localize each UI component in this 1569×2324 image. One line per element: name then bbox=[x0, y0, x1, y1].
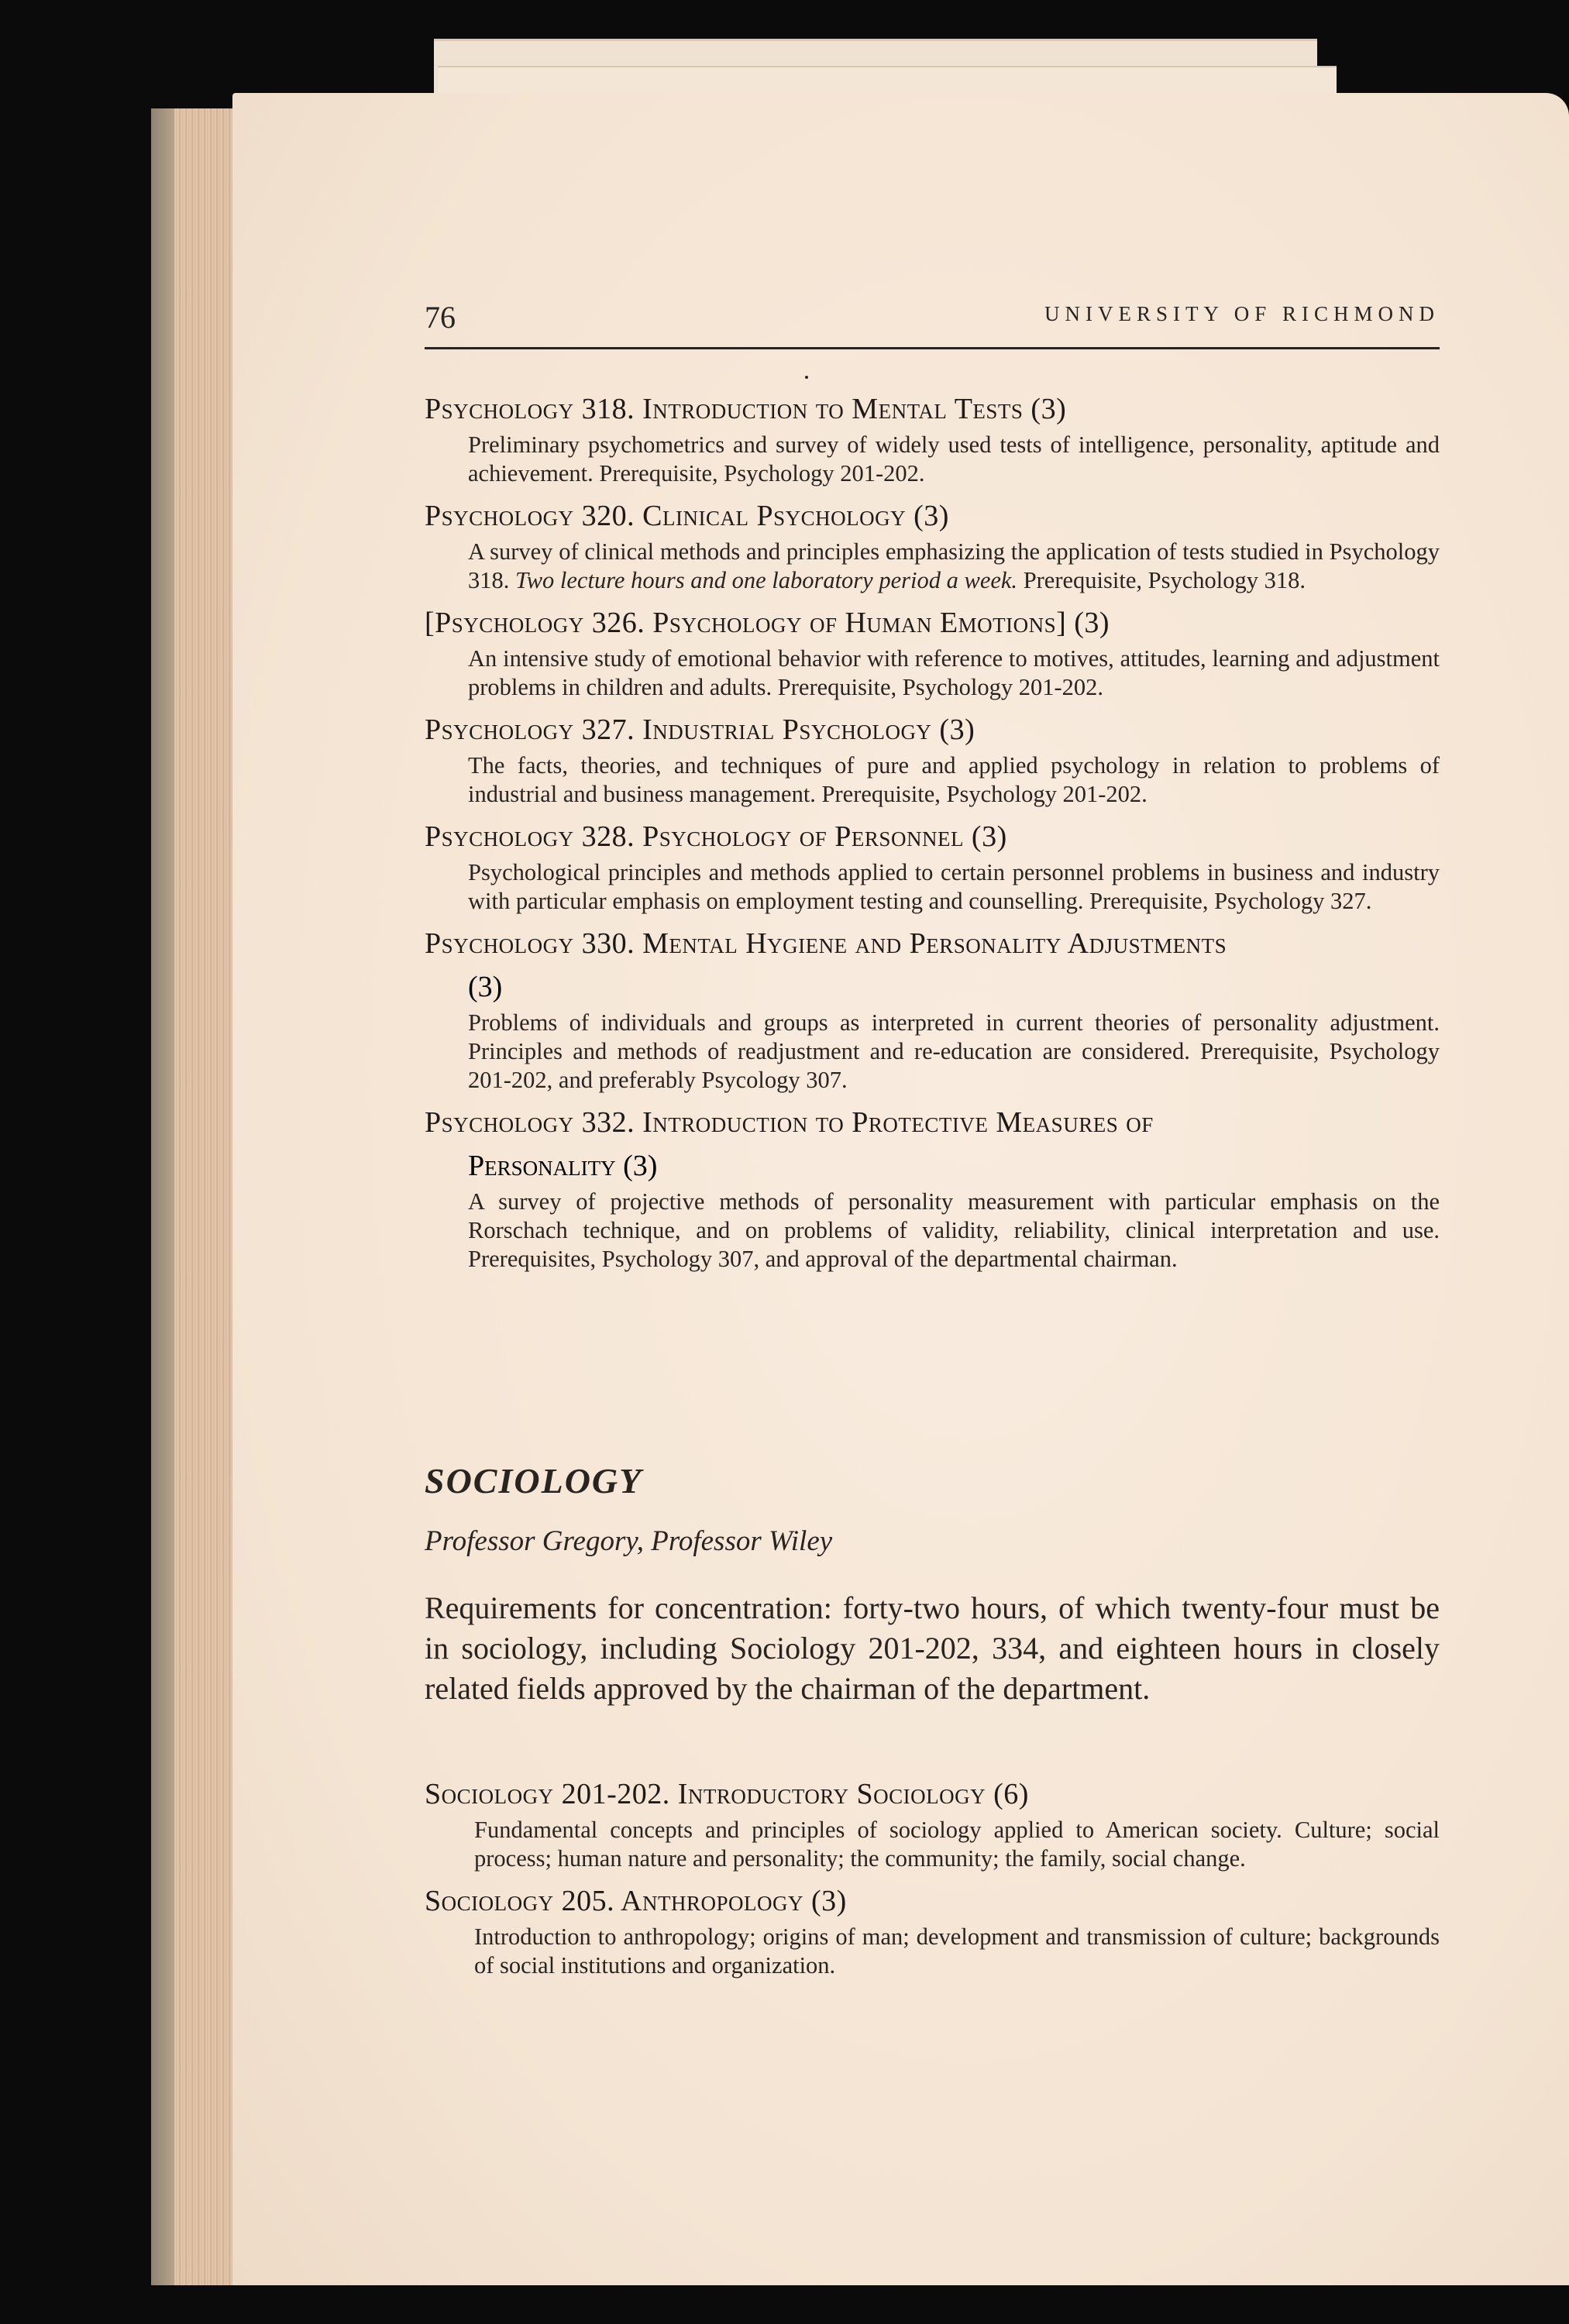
course-entry bbox=[425, 922, 1440, 1095]
course-title-continued: Personality (3) bbox=[468, 1150, 658, 1182]
course-title: Psychology 327. Industrial Psychology (3) bbox=[425, 713, 975, 746]
page-header bbox=[425, 293, 1440, 349]
course-title: [Psychology 326. Psychology of Human Emotions] (3) bbox=[425, 607, 1110, 639]
course-entry bbox=[425, 387, 1440, 488]
sociology-course-list bbox=[425, 1772, 1440, 1986]
course-entry bbox=[425, 494, 1440, 595]
page-number: 76 bbox=[425, 300, 456, 335]
faculty-line: Professor Gregory, Professor Wiley bbox=[425, 1525, 833, 1557]
course-description: An intensive study of emotional behavior with reference to motives, attitudes, learning and adjustment problems in children and adults. Prerequisite, Psychology 201-202. bbox=[468, 645, 1440, 700]
concentration-requirements: Requirements for concentration: forty-two hours, of which twenty-four must be in sociology, including Sociology 201-202, 334, and eighteen hours in closely related fields approved by the chairman of the department. bbox=[425, 1590, 1440, 1706]
course-entry bbox=[425, 1879, 1440, 1980]
course-title: Sociology 205. Anthropology (3) bbox=[425, 1885, 847, 1917]
course-entry bbox=[425, 708, 1440, 809]
course-description: Psychological principles and methods applied to certain personnel problems in business and industry with particular emphasis on employment testing and counselling. Prerequisite, Psychology 327. bbox=[468, 859, 1440, 914]
course-title: Psychology 330. Mental Hygiene and Personality Adjustments bbox=[425, 927, 1227, 960]
course-title: Sociology 201-202. Introductory Sociology (6) bbox=[425, 1778, 1029, 1810]
course-title: Psychology 320. Clinical Psychology (3) bbox=[425, 500, 949, 532]
course-description: A survey of projective methods of personality measurement with particular emphasis on the Rorschach technique, and on problems of validity, reliability, clinical interpretation and use. Prerequisites, Psychology 307, and approval of the departmental chairman. bbox=[468, 1188, 1440, 1272]
course-entry bbox=[425, 1772, 1440, 1873]
description-italic: Two lecture hours and one laboratory period a week. bbox=[515, 567, 1018, 593]
course-description: Preliminary psychometrics and survey of widely used tests of intelligence, personality, aptitude and achievement. Prerequisite, Psychology 201-202. bbox=[468, 431, 1440, 486]
description-text: Prerequisite, Psychology 318. bbox=[1017, 567, 1306, 593]
course-description bbox=[425, 538, 1440, 595]
description-text: A survey of clinical methods and principles emphasizing the application of tests studied in Psychology 318. bbox=[468, 538, 1440, 593]
course-description: The facts, theories, and techniques of pure and applied psychology in relation to problems of industrial and business management. Prerequisite, Psychology 201-202. bbox=[468, 752, 1440, 807]
course-entry bbox=[425, 1101, 1440, 1274]
course-description: Fundamental concepts and principles of sociology applied to American society. Culture; social process; human nature and personality; the community; the family, social change. bbox=[474, 1817, 1440, 1872]
course-description: Problems of individuals and groups as interpreted in current theories of personality adjustment. Principles and methods of readjustment and re-education are considered. Prerequisite, Psychology 201-202, and preferably Psycology 307. bbox=[468, 1009, 1440, 1093]
course-title-continued: (3) bbox=[468, 971, 503, 1003]
section-heading-sociology: SOCIOLOGY bbox=[425, 1461, 643, 1501]
psychology-course-list bbox=[425, 387, 1440, 1280]
course-title: Psychology 318. Introduction to Mental Tests (3) bbox=[425, 393, 1067, 425]
spine-shadow bbox=[151, 108, 174, 2285]
course-title: Psychology 328. Psychology of Personnel (3) bbox=[425, 820, 1007, 853]
course-entry bbox=[425, 815, 1440, 916]
ink-dot bbox=[805, 376, 808, 379]
course-entry bbox=[425, 601, 1440, 702]
course-description: Introduction to anthropology; origins of man; development and transmission of culture; backgrounds of social institutions and organization. bbox=[474, 1923, 1440, 1978]
course-title: Psychology 332. Introduction to Protective Measures of bbox=[425, 1106, 1154, 1139]
running-head: UNIVERSITY OF RICHMOND bbox=[1044, 302, 1440, 325]
